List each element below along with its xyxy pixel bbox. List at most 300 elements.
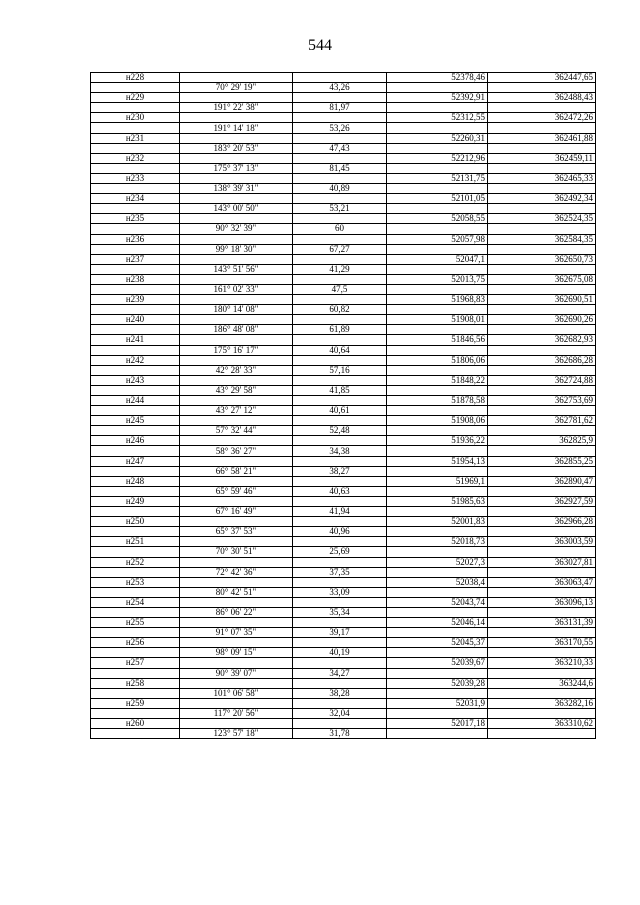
table-row <box>91 123 596 133</box>
point-cell <box>91 123 180 133</box>
angle-cell <box>180 638 293 648</box>
length-cell <box>293 698 387 708</box>
y-coordinate-cell <box>488 385 596 395</box>
y-coordinate-cell: 362890,47 <box>488 476 596 486</box>
angle-cell <box>180 436 293 446</box>
table-row <box>91 577 596 587</box>
table-row <box>91 607 596 617</box>
x-coordinate-cell: 52392,91 <box>387 93 488 103</box>
angle-cell: 67° 16' 49" <box>180 507 293 517</box>
y-coordinate-cell <box>488 406 596 416</box>
x-coordinate-cell <box>387 204 488 214</box>
y-coordinate-cell: 363027,81 <box>488 557 596 567</box>
y-coordinate-cell <box>488 507 596 517</box>
angle-cell: 183° 20' 53" <box>180 143 293 153</box>
table-row <box>91 355 596 365</box>
table-row <box>91 295 596 305</box>
length-cell: 38,28 <box>293 688 387 698</box>
y-coordinate-cell <box>488 83 596 93</box>
x-coordinate-cell <box>387 103 488 113</box>
length-cell <box>293 577 387 587</box>
x-coordinate-cell <box>387 729 488 739</box>
y-coordinate-cell <box>488 184 596 194</box>
y-coordinate-cell: 363063,47 <box>488 577 596 587</box>
point-cell: н229 <box>91 93 180 103</box>
length-cell: 34,27 <box>293 668 387 678</box>
angle-cell <box>180 396 293 406</box>
table-row <box>91 668 596 678</box>
x-coordinate-cell <box>387 184 488 194</box>
x-coordinate-cell <box>387 507 488 517</box>
point-cell <box>91 648 180 658</box>
x-coordinate-cell: 52018,73 <box>387 537 488 547</box>
y-coordinate-cell <box>488 426 596 436</box>
length-cell <box>293 93 387 103</box>
angle-cell: 180° 14' 08" <box>180 305 293 315</box>
angle-cell <box>180 416 293 426</box>
table-row <box>91 184 596 194</box>
point-cell <box>91 83 180 93</box>
table-row <box>91 315 596 325</box>
length-cell: 39,17 <box>293 628 387 638</box>
point-cell <box>91 224 180 234</box>
x-coordinate-cell <box>387 264 488 274</box>
angle-cell: 57° 32' 44" <box>180 426 293 436</box>
angle-cell <box>180 719 293 729</box>
angle-cell <box>180 476 293 486</box>
angle-cell: 70° 29' 19" <box>180 83 293 93</box>
y-coordinate-cell <box>488 567 596 577</box>
length-cell: 47,43 <box>293 143 387 153</box>
length-cell: 81,45 <box>293 163 387 173</box>
point-cell <box>91 668 180 678</box>
x-coordinate-cell: 52047,1 <box>387 254 488 264</box>
point-cell: н243 <box>91 375 180 385</box>
table-row <box>91 416 596 426</box>
y-coordinate-cell <box>488 345 596 355</box>
point-cell <box>91 244 180 254</box>
table-row <box>91 466 596 476</box>
length-cell <box>293 153 387 163</box>
length-cell <box>293 557 387 567</box>
angle-cell: 175° 16' 17" <box>180 345 293 355</box>
point-cell <box>91 345 180 355</box>
x-coordinate-cell: 52045,37 <box>387 638 488 648</box>
y-coordinate-cell: 362825,9 <box>488 436 596 446</box>
angle-cell <box>180 496 293 506</box>
angle-cell <box>180 335 293 345</box>
angle-cell <box>180 678 293 688</box>
y-coordinate-cell <box>488 547 596 557</box>
point-cell: н238 <box>91 274 180 284</box>
point-cell: н236 <box>91 234 180 244</box>
length-cell: 31,78 <box>293 729 387 739</box>
point-cell: н246 <box>91 436 180 446</box>
table-row <box>91 244 596 254</box>
point-cell <box>91 607 180 617</box>
table-row <box>91 436 596 446</box>
angle-cell: 90° 39' 07" <box>180 668 293 678</box>
angle-cell <box>180 577 293 587</box>
x-coordinate-cell <box>387 305 488 315</box>
x-coordinate-cell <box>387 385 488 395</box>
table-row <box>91 194 596 204</box>
table-row <box>91 708 596 718</box>
angle-cell <box>180 93 293 103</box>
point-cell <box>91 305 180 315</box>
table-row <box>91 567 596 577</box>
table-row <box>91 446 596 456</box>
point-cell <box>91 466 180 476</box>
angle-cell <box>180 295 293 305</box>
x-coordinate-cell <box>387 668 488 678</box>
y-coordinate-cell: 363170,55 <box>488 638 596 648</box>
point-cell: н232 <box>91 153 180 163</box>
point-cell <box>91 587 180 597</box>
length-cell: 40,19 <box>293 648 387 658</box>
table-row <box>91 153 596 163</box>
x-coordinate-cell: 52312,55 <box>387 113 488 123</box>
length-cell <box>293 254 387 264</box>
y-coordinate-cell: 362472,26 <box>488 113 596 123</box>
x-coordinate-cell: 51848,22 <box>387 375 488 385</box>
y-coordinate-cell: 362927,59 <box>488 496 596 506</box>
table-row <box>91 365 596 375</box>
angle-cell: 86° 06' 22" <box>180 607 293 617</box>
x-coordinate-cell: 52039,28 <box>387 678 488 688</box>
length-cell: 25,69 <box>293 547 387 557</box>
x-coordinate-cell <box>387 123 488 133</box>
y-coordinate-cell: 362584,35 <box>488 234 596 244</box>
angle-cell <box>180 234 293 244</box>
angle-cell <box>180 133 293 143</box>
y-coordinate-cell: 362690,51 <box>488 295 596 305</box>
angle-cell: 191° 14' 18" <box>180 123 293 133</box>
y-coordinate-cell: 363131,39 <box>488 618 596 628</box>
table-row <box>91 264 596 274</box>
table-row <box>91 173 596 183</box>
x-coordinate-cell: 52058,55 <box>387 214 488 224</box>
length-cell <box>293 295 387 305</box>
y-coordinate-cell <box>488 486 596 496</box>
length-cell <box>293 719 387 729</box>
y-coordinate-cell <box>488 446 596 456</box>
angle-cell: 58° 36' 27" <box>180 446 293 456</box>
point-cell: н239 <box>91 295 180 305</box>
y-coordinate-cell <box>488 204 596 214</box>
length-cell <box>293 456 387 466</box>
x-coordinate-cell <box>387 345 488 355</box>
y-coordinate-cell <box>488 103 596 113</box>
y-coordinate-cell <box>488 607 596 617</box>
y-coordinate-cell: 362966,28 <box>488 517 596 527</box>
table-row <box>91 476 596 486</box>
table-row <box>91 73 596 83</box>
x-coordinate-cell: 51985,63 <box>387 496 488 506</box>
length-cell <box>293 476 387 486</box>
y-coordinate-cell: 362488,43 <box>488 93 596 103</box>
table-row <box>91 587 596 597</box>
y-coordinate-cell <box>488 305 596 315</box>
length-cell: 35,34 <box>293 607 387 617</box>
y-coordinate-cell <box>488 729 596 739</box>
y-coordinate-cell <box>488 244 596 254</box>
x-coordinate-cell: 52017,18 <box>387 719 488 729</box>
length-cell: 81,97 <box>293 103 387 113</box>
angle-cell <box>180 517 293 527</box>
angle-cell <box>180 355 293 365</box>
y-coordinate-cell <box>488 123 596 133</box>
angle-cell: 70° 30' 51" <box>180 547 293 557</box>
y-coordinate-cell <box>488 224 596 234</box>
y-coordinate-cell: 363244,6 <box>488 678 596 688</box>
point-cell: н248 <box>91 476 180 486</box>
point-cell: н256 <box>91 638 180 648</box>
x-coordinate-cell <box>387 547 488 557</box>
table-row <box>91 204 596 214</box>
angle-cell: 143° 51' 56" <box>180 264 293 274</box>
point-cell <box>91 628 180 638</box>
length-cell: 61,89 <box>293 325 387 335</box>
point-cell: н231 <box>91 133 180 143</box>
point-cell: н253 <box>91 577 180 587</box>
angle-cell <box>180 274 293 284</box>
table-row <box>91 547 596 557</box>
y-coordinate-cell: 363210,33 <box>488 658 596 668</box>
length-cell <box>293 173 387 183</box>
point-cell: н237 <box>91 254 180 264</box>
x-coordinate-cell <box>387 365 488 375</box>
point-cell <box>91 688 180 698</box>
angle-cell <box>180 698 293 708</box>
point-cell: н251 <box>91 537 180 547</box>
length-cell: 47,5 <box>293 284 387 294</box>
point-cell: н258 <box>91 678 180 688</box>
angle-cell: 161° 02' 33" <box>180 284 293 294</box>
table-row <box>91 678 596 688</box>
x-coordinate-cell: 52378,46 <box>387 73 488 83</box>
y-coordinate-cell <box>488 527 596 537</box>
x-coordinate-cell: 51954,13 <box>387 456 488 466</box>
table-row <box>91 305 596 315</box>
x-coordinate-cell: 51908,06 <box>387 416 488 426</box>
table-row <box>91 214 596 224</box>
point-cell: н242 <box>91 355 180 365</box>
length-cell <box>293 214 387 224</box>
length-cell: 41,29 <box>293 264 387 274</box>
angle-cell: 175° 37' 13" <box>180 163 293 173</box>
point-cell: н230 <box>91 113 180 123</box>
x-coordinate-cell <box>387 587 488 597</box>
x-coordinate-cell <box>387 567 488 577</box>
angle-cell: 143° 00' 50" <box>180 204 293 214</box>
length-cell: 40,89 <box>293 184 387 194</box>
x-coordinate-cell <box>387 83 488 93</box>
x-coordinate-cell: 52046,14 <box>387 618 488 628</box>
table-row <box>91 638 596 648</box>
angle-cell <box>180 618 293 628</box>
y-coordinate-cell: 362686,28 <box>488 355 596 365</box>
angle-cell <box>180 658 293 668</box>
table-row <box>91 93 596 103</box>
point-cell <box>91 486 180 496</box>
length-cell <box>293 638 387 648</box>
angle-cell: 65° 59' 46" <box>180 486 293 496</box>
table-row <box>91 648 596 658</box>
y-coordinate-cell: 362465,33 <box>488 173 596 183</box>
length-cell <box>293 315 387 325</box>
y-coordinate-cell <box>488 648 596 658</box>
y-coordinate-cell: 363310,62 <box>488 719 596 729</box>
angle-cell <box>180 73 293 83</box>
y-coordinate-cell <box>488 325 596 335</box>
length-cell <box>293 618 387 628</box>
length-cell <box>293 73 387 83</box>
y-coordinate-cell: 363282,16 <box>488 698 596 708</box>
x-coordinate-cell: 51936,22 <box>387 436 488 446</box>
x-coordinate-cell: 51846,56 <box>387 335 488 345</box>
y-coordinate-cell <box>488 466 596 476</box>
x-coordinate-cell <box>387 446 488 456</box>
table-row <box>91 618 596 628</box>
y-coordinate-cell <box>488 284 596 294</box>
length-cell: 40,96 <box>293 527 387 537</box>
point-cell: н235 <box>91 214 180 224</box>
point-cell: н257 <box>91 658 180 668</box>
y-coordinate-cell: 362690,26 <box>488 315 596 325</box>
length-cell <box>293 274 387 284</box>
page-number: 544 <box>308 37 332 54</box>
x-coordinate-cell: 52027,3 <box>387 557 488 567</box>
x-coordinate-cell: 52260,31 <box>387 133 488 143</box>
length-cell <box>293 496 387 506</box>
y-coordinate-cell <box>488 708 596 718</box>
length-cell: 34,38 <box>293 446 387 456</box>
x-coordinate-cell: 52101,05 <box>387 194 488 204</box>
x-coordinate-cell: 52043,74 <box>387 597 488 607</box>
point-cell: н234 <box>91 194 180 204</box>
table-row <box>91 527 596 537</box>
length-cell <box>293 416 387 426</box>
table-row <box>91 274 596 284</box>
x-coordinate-cell: 52031,9 <box>387 698 488 708</box>
point-cell: н254 <box>91 597 180 607</box>
table-row <box>91 103 596 113</box>
x-coordinate-cell <box>387 244 488 254</box>
y-coordinate-cell: 363003,59 <box>488 537 596 547</box>
point-cell <box>91 103 180 113</box>
angle-cell <box>180 597 293 607</box>
table-row <box>91 335 596 345</box>
point-cell: н247 <box>91 456 180 466</box>
y-coordinate-cell <box>488 365 596 375</box>
x-coordinate-cell <box>387 406 488 416</box>
x-coordinate-cell: 52212,96 <box>387 153 488 163</box>
angle-cell <box>180 537 293 547</box>
angle-cell <box>180 254 293 264</box>
table-row <box>91 688 596 698</box>
length-cell: 43,26 <box>293 83 387 93</box>
angle-cell: 98° 09' 15" <box>180 648 293 658</box>
length-cell <box>293 658 387 668</box>
y-coordinate-cell: 362461,88 <box>488 133 596 143</box>
table-row <box>91 507 596 517</box>
boundary-coordinates-table <box>90 72 596 739</box>
length-cell <box>293 335 387 345</box>
angle-cell <box>180 456 293 466</box>
point-cell: н240 <box>91 315 180 325</box>
y-coordinate-cell: 362650,73 <box>488 254 596 264</box>
point-cell <box>91 365 180 375</box>
point-cell: н233 <box>91 173 180 183</box>
length-cell: 33,09 <box>293 587 387 597</box>
table-row <box>91 83 596 93</box>
angle-cell: 42° 28' 33" <box>180 365 293 375</box>
table-row <box>91 486 596 496</box>
point-cell: н252 <box>91 557 180 567</box>
point-cell <box>91 426 180 436</box>
point-cell <box>91 567 180 577</box>
x-coordinate-cell: 51908,01 <box>387 315 488 325</box>
table-row <box>91 729 596 739</box>
table-row <box>91 254 596 264</box>
x-coordinate-cell: 52039,67 <box>387 658 488 668</box>
length-cell: 60,82 <box>293 305 387 315</box>
x-coordinate-cell: 52057,98 <box>387 234 488 244</box>
x-coordinate-cell <box>387 628 488 638</box>
point-cell: н241 <box>91 335 180 345</box>
x-coordinate-cell <box>387 486 488 496</box>
angle-cell <box>180 153 293 163</box>
x-coordinate-cell: 51968,83 <box>387 295 488 305</box>
angle-cell: 66° 58' 21" <box>180 466 293 476</box>
x-coordinate-cell <box>387 648 488 658</box>
angle-cell <box>180 113 293 123</box>
point-cell <box>91 284 180 294</box>
angle-cell: 65° 37' 53" <box>180 527 293 537</box>
x-coordinate-cell <box>387 426 488 436</box>
x-coordinate-cell <box>387 527 488 537</box>
angle-cell: 191° 22' 38" <box>180 103 293 113</box>
y-coordinate-cell: 362855,25 <box>488 456 596 466</box>
angle-cell <box>180 194 293 204</box>
angle-cell <box>180 315 293 325</box>
x-coordinate-cell <box>387 143 488 153</box>
table-row <box>91 396 596 406</box>
table-row <box>91 426 596 436</box>
angle-cell <box>180 173 293 183</box>
angle-cell: 138° 39' 31" <box>180 184 293 194</box>
table-row <box>91 385 596 395</box>
angle-cell: 43° 29' 58" <box>180 385 293 395</box>
y-coordinate-cell: 362781,62 <box>488 416 596 426</box>
table-row <box>91 496 596 506</box>
point-cell <box>91 385 180 395</box>
length-cell: 53,26 <box>293 123 387 133</box>
point-cell <box>91 325 180 335</box>
x-coordinate-cell: 52038,4 <box>387 577 488 587</box>
x-coordinate-cell <box>387 224 488 234</box>
y-coordinate-cell: 362675,08 <box>488 274 596 284</box>
angle-cell: 123° 57' 18" <box>180 729 293 739</box>
angle-cell: 186° 48' 08" <box>180 325 293 335</box>
length-cell <box>293 113 387 123</box>
point-cell <box>91 204 180 214</box>
angle-cell: 91° 07' 35" <box>180 628 293 638</box>
x-coordinate-cell <box>387 466 488 476</box>
y-coordinate-cell: 362447,65 <box>488 73 596 83</box>
point-cell <box>91 406 180 416</box>
